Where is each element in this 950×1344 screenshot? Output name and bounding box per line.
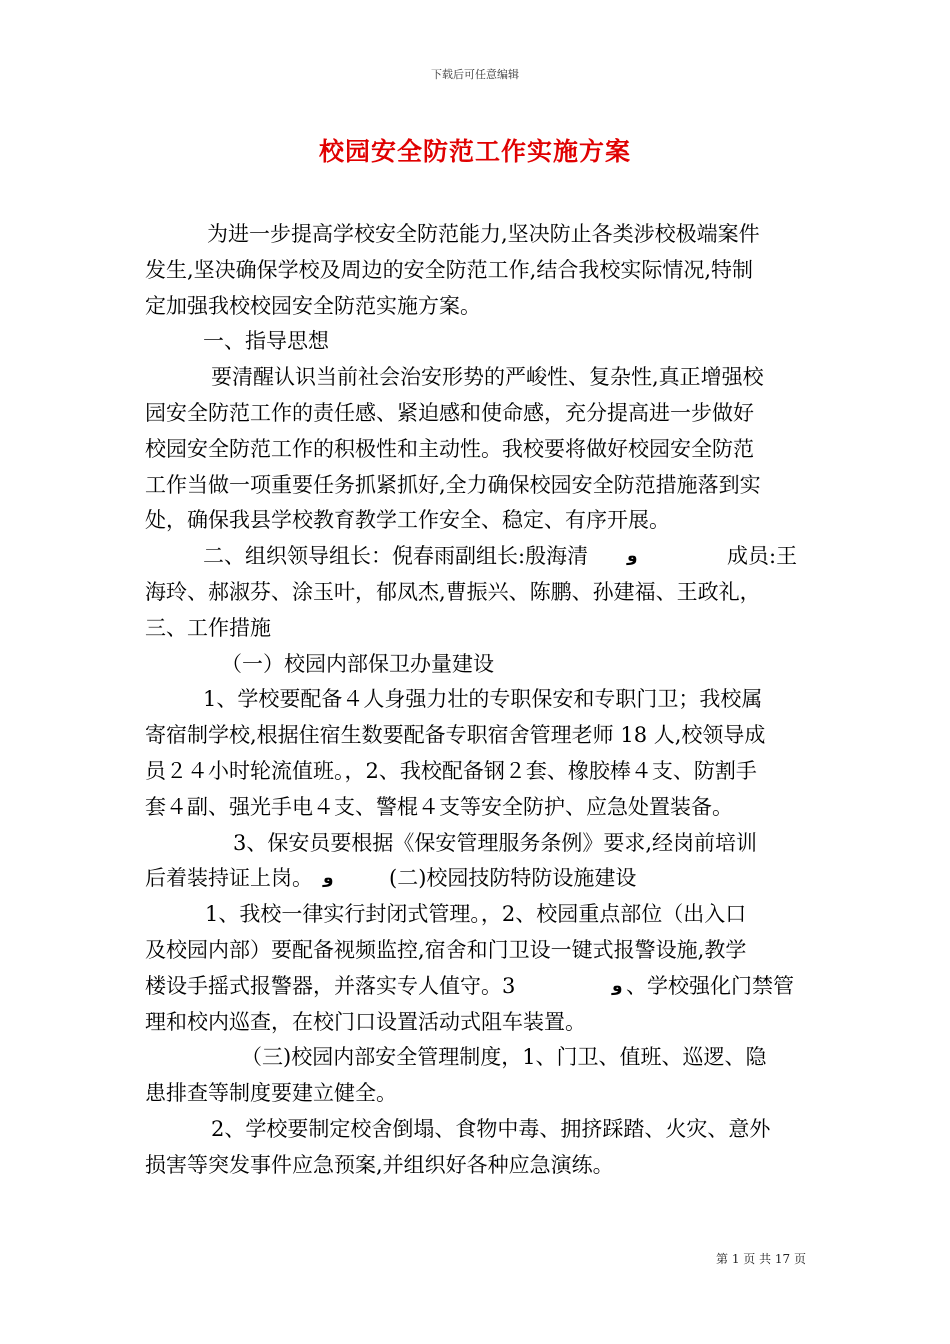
- section-heading-guiding-thought: 一、指导思想: [203, 329, 329, 354]
- paragraph-security-line-3: 员２４小时轮流值班。，2、我校配备钢２套、橡胶棒４支、防割手: [145, 758, 757, 783]
- document-body: [145, 217, 807, 1184]
- stray-glyph: و: [627, 546, 638, 567]
- paragraph-guiding-line-5: 处，确保我县学校教育教学工作安全、稳定、有序开展。: [145, 508, 670, 533]
- subsection-heading-security-office: （一）校园内部保卫办量建设: [221, 651, 494, 676]
- paragraph-guiding-line-4: 工作当做一项重要任务抓紧抓好,全力确保校园安全防范措施落到实: [145, 472, 761, 497]
- document-title: 校园安全防范工作实施方案: [318, 137, 631, 166]
- paragraph-guiding-line-3: 校园安全防范工作的积极性和主动性。我校要将做好校园安全防范: [145, 436, 754, 461]
- leadership-leaders: 二、组织领导组长：倪春雨副组长:殷海清: [203, 544, 589, 569]
- paragraph-intro-line-3: 定加强我校校园安全防范实施方案。: [145, 293, 481, 318]
- paragraph-tech-line-2: 及校园内部）要配备视频监控,宿舍和门卫设一键式报警设施,教学: [145, 937, 747, 962]
- paragraph-security-line-2: 寄宿制学校,根据住宿生数要配备专职宿舍管理老师 18 人,校领导成: [145, 723, 766, 748]
- paragraph-guards-line-1: 3、保安员要根据《保安管理服务条例》要求,经岗前培训: [233, 830, 758, 855]
- subsection-heading-management: （三)校园内部安全管理制度，1、门卫、值班、巡逻、隐: [241, 1045, 767, 1070]
- paragraph-emergency-line-2: 损害等突发事件应急预案,并组织好各种应急演练。: [145, 1152, 614, 1177]
- paragraph-guiding-line-2: 园安全防范工作的责任感、紧迫感和使命感，充分提高进一步做好: [145, 400, 754, 425]
- leadership-members-label: 成员:王: [727, 544, 798, 569]
- paragraph-security-line-1: 1、学校要配备４人身强力壮的专职保安和专职门卫；我校属: [203, 687, 763, 712]
- tech-alarm-text: 楼设手摇式报警器，并落实专人值守。3: [145, 973, 516, 998]
- section-heading-measures: 三、工作措施: [145, 615, 271, 640]
- paragraph-tech-line-4: 理和校内巡查，在校门口设置活动式阻车装置。: [145, 1009, 586, 1034]
- paragraph-emergency-line-1: 2、学校要制定校舍倒塌、食物中毒、拥挤踩踏、火灾、意外: [211, 1116, 771, 1141]
- page-number-footer: 第 1 页 共 17 页: [716, 1252, 806, 1266]
- paragraph-intro-line-1: 为进一步提高学校安全防范能力,坚决防止各类涉校极端案件: [207, 222, 760, 246]
- tech-access-control-text: 、学校强化门禁管: [626, 973, 794, 998]
- section-heading-leadership: [145, 539, 807, 575]
- stray-glyph: و: [612, 975, 623, 996]
- paragraph-tech-line-1: 1、我校一律实行封闭式管理。，2、校园重点部位（出入口: [205, 902, 747, 927]
- leadership-members-list: 海玲、郝淑芬、涂玉叶，郁凤杰,曹振兴、陈鹏、孙建福、王政礼，: [145, 579, 761, 604]
- subsection-heading-tech-defense: (二)校园技防特防设施建设: [389, 866, 637, 891]
- paragraph-intro-line-2: 发生,坚决确保学校及周边的安全防范工作,结合我校实际情况,特制: [145, 257, 754, 282]
- header-note: 下载后可任意编辑: [431, 68, 519, 81]
- paragraph-guiding-line-1: 要清醒认识当前社会治安形势的严峻性、复杂性,真正增强校: [211, 365, 764, 390]
- guards-certificate-text: 后着装持证上岗。: [145, 866, 313, 891]
- paragraph-tech-line-3: [145, 969, 807, 1005]
- paragraph-guards-line-2: [145, 861, 807, 897]
- stray-glyph: و: [323, 868, 334, 889]
- paragraph-security-line-4: 套４副、强光手电４支、警棍４支等安全防护、应急处置装备。: [145, 794, 733, 819]
- paragraph-management-line-1: 患排查等制度要建立健全。: [145, 1081, 397, 1106]
